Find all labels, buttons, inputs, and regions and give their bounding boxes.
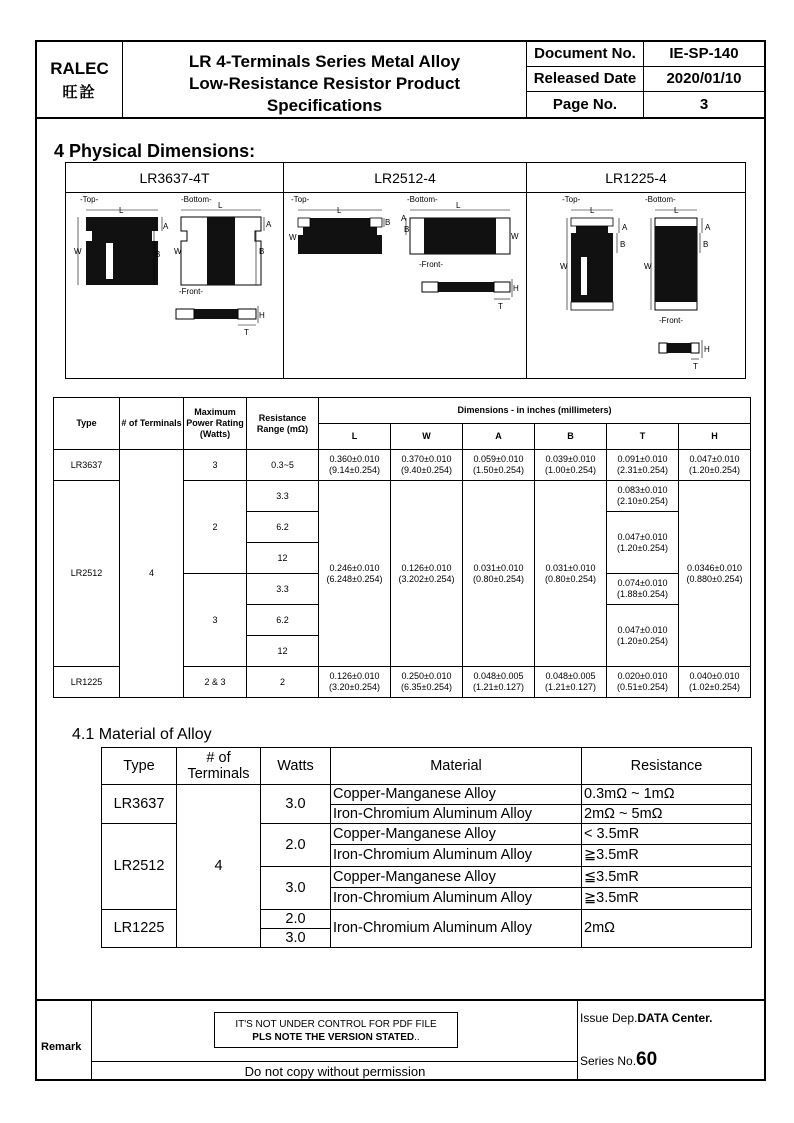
meta-value: IE-SP-140 [669, 45, 739, 62]
lr2512-drawing [284, 193, 527, 377]
inch-value: 0.039±0.010 [545, 454, 596, 464]
dim-a-cell [463, 450, 535, 481]
remark-label: Remark [41, 1041, 82, 1053]
document-meta [527, 42, 764, 119]
header-type: Type [54, 398, 120, 450]
series-number [580, 1049, 657, 1071]
resistance-cell: 12 [247, 543, 319, 574]
header-a: A [463, 424, 535, 450]
dim-label: L [674, 206, 679, 215]
header-resistance: Resistance [582, 748, 752, 785]
dim-label: T [244, 328, 249, 337]
material-cell: Copper-Manganese Alloy [331, 867, 582, 888]
type-cell: LR2512 [102, 824, 177, 910]
view-label: -Top- [80, 195, 99, 204]
material-cell: Iron-Chromium Aluminum Alloy [331, 910, 582, 948]
mm-value: (6.35±0.254) [401, 682, 452, 692]
bottom-view [651, 210, 702, 310]
dimension-drawings [65, 162, 746, 379]
material-cell: Iron-Chromium Aluminum Alloy [331, 888, 582, 910]
dim-label: A [401, 214, 407, 223]
type-cell: LR1225 [54, 667, 120, 698]
pdf-control-notice [214, 1012, 458, 1048]
dim-label: B [259, 247, 265, 256]
dim-label: W [511, 232, 519, 241]
resistance-cell: ≧3.5mR [582, 845, 752, 867]
power-cell: 3 [184, 450, 247, 481]
header-type: Type [102, 748, 177, 785]
mm-value: (2.10±0.254) [617, 496, 668, 506]
power-cell: 2 & 3 [184, 667, 247, 698]
view-label: -Top- [291, 195, 310, 204]
dim-label: A [266, 220, 272, 229]
inch-value: 0.126±0.010 [329, 671, 380, 681]
document-header [37, 42, 764, 119]
front-view [659, 340, 702, 359]
header-h: H [679, 424, 751, 450]
inch-value: 0.031±0.010 [545, 562, 596, 573]
meta-value: 3 [699, 96, 709, 113]
material-cell: Iron-Chromium Aluminum Alloy [331, 845, 582, 867]
dim-h-cell [679, 667, 751, 698]
drawing-model-label: LR2512-4 [284, 163, 526, 193]
dim-label: B [703, 240, 709, 249]
dim-label: H [704, 345, 710, 354]
mm-value: (1.02±0.254) [689, 682, 740, 692]
meta-label: Released Date [527, 67, 644, 92]
notice-line: IT'S NOT UNDER CONTROL FOR PDF FILE [235, 1019, 437, 1030]
inch-value: 0.126±0.010 [401, 562, 452, 573]
resistance-cell: 2mΩ [582, 910, 752, 948]
dim-l-cell [319, 481, 391, 667]
inch-value: 0.048±0.005 [545, 671, 596, 681]
dim-label: A [163, 222, 169, 231]
view-label: -Front- [179, 287, 203, 296]
type-cell: LR2512 [54, 481, 120, 667]
resistance-cell: 12 [247, 636, 319, 667]
resistance-cell: 2 [247, 667, 319, 698]
inch-value: 0.083±0.010 [617, 485, 668, 495]
drawing-lr2512 [284, 163, 527, 378]
logo-text: RALEC [50, 59, 109, 78]
dim-label: B [404, 225, 410, 234]
resistance-cell: ≦3.5mR [582, 867, 752, 888]
view-label: -Front- [659, 316, 683, 325]
dim-t-cell [607, 450, 679, 481]
drawing-lr1225 [527, 163, 745, 378]
header-power: Maximum Power Rating (Watts) [184, 398, 247, 450]
lr1225-drawing [527, 193, 745, 377]
watts-cell: 3.0 [261, 929, 331, 948]
resistance-cell: 0.3mΩ ~ 1mΩ [582, 785, 752, 805]
footer-info [578, 1001, 764, 1081]
document-title [123, 42, 527, 119]
resistance-cell: < 3.5mR [582, 824, 752, 845]
meta-page-no [527, 92, 764, 119]
type-cell: LR1225 [102, 910, 177, 948]
mm-value: (0.80±0.254) [545, 573, 596, 584]
dim-t-cell [607, 481, 679, 512]
mm-value: (1.20±0.254) [689, 465, 740, 475]
section-title: 4 Physical Dimensions: [54, 141, 256, 161]
header-material: Material [331, 748, 582, 785]
meta-label: Document No. [527, 42, 644, 67]
notice-line [215, 1031, 457, 1044]
notice-suffix: .. [414, 1032, 420, 1043]
dim-label: A [622, 223, 628, 232]
header-text: # of [206, 750, 231, 766]
dim-t-cell [607, 605, 679, 667]
top-view [567, 210, 619, 310]
dim-label: W [174, 247, 182, 256]
resistance-cell: 6.2 [247, 605, 319, 636]
issue-label: Issue Dep. [580, 1011, 638, 1025]
dim-label: W [644, 262, 652, 271]
dim-a-cell [463, 481, 535, 667]
dim-label: H [259, 311, 265, 320]
material-cell: Copper-Manganese Alloy [331, 824, 582, 845]
resistance-cell: 6.2 [247, 512, 319, 543]
view-label: -Top- [562, 195, 581, 204]
inch-value: 0.360±0.010 [329, 454, 380, 464]
dim-label: W [560, 262, 568, 271]
view-label: -Front- [419, 260, 443, 269]
table-row [54, 450, 751, 481]
dim-label: A [705, 223, 711, 232]
meta-released-date [527, 67, 764, 92]
mm-value: (9.40±0.254) [401, 465, 452, 475]
mm-value: (1.21±0.127) [473, 682, 524, 692]
terminals-cell: 4 [120, 450, 184, 698]
inch-value: 0.031±0.010 [473, 562, 524, 573]
dim-b-cell [535, 481, 607, 667]
issue-value: DATA Center. [637, 1011, 713, 1025]
bottom-view [406, 210, 510, 254]
mm-value: (9.14±0.254) [329, 465, 380, 475]
terminals-cell: 4 [177, 785, 261, 948]
dim-l-cell [319, 667, 391, 698]
page-frame [35, 40, 766, 1081]
inch-value: 0.059±0.010 [473, 454, 524, 464]
view-label: -Bottom- [407, 195, 438, 204]
inch-value: 0.0346±0.010 [687, 562, 742, 573]
header-l: L [319, 424, 391, 450]
dim-label: W [289, 233, 297, 242]
inch-value: 0.047±0.010 [689, 454, 740, 464]
title-line: Specifications [266, 96, 383, 115]
watts-cell: 3.0 [261, 867, 331, 910]
remark-cell [37, 1001, 92, 1081]
power-cell: 2 [184, 481, 247, 574]
mm-value: (1.00±0.254) [545, 465, 596, 475]
mm-value: (0.880±0.254) [686, 573, 743, 584]
material-cell: Copper-Manganese Alloy [331, 785, 582, 805]
material-section-title: 4.1 Material of Alloy [72, 726, 212, 743]
inch-value: 0.020±0.010 [617, 671, 668, 681]
mm-value: (6.248±0.254) [326, 573, 383, 584]
header-text: Terminals [187, 766, 250, 782]
resistance-cell: 2mΩ ~ 5mΩ [582, 805, 752, 824]
inch-value: 0.048±0.005 [473, 671, 524, 681]
resistance-cell: 0.3~5 [247, 450, 319, 481]
dim-label: B [385, 218, 391, 227]
resistance-cell: 3.3 [247, 481, 319, 512]
dim-label: L [456, 201, 461, 210]
dim-w-cell [391, 450, 463, 481]
lr3637-drawing [66, 193, 284, 377]
inch-value: 0.246±0.010 [329, 562, 380, 573]
issue-department [580, 1011, 713, 1025]
view-label: -Bottom- [645, 195, 676, 204]
header-watts: Watts [261, 748, 331, 785]
watts-cell: 2.0 [261, 910, 331, 929]
mm-value: (1.20±0.254) [617, 542, 668, 553]
mm-value: (0.51±0.254) [617, 682, 668, 692]
header-b: B [535, 424, 607, 450]
dim-w-cell [391, 667, 463, 698]
mm-value: (1.20±0.254) [617, 635, 668, 646]
notice-bold-text: PLS NOTE THE VERSION STATED [252, 1032, 415, 1043]
inch-value: 0.250±0.010 [401, 671, 452, 681]
drawing-model-label: LR3637-4T [66, 163, 283, 193]
inch-value: 0.047±0.010 [617, 624, 668, 635]
dim-label: B [155, 250, 161, 259]
front-view [422, 279, 512, 299]
header-t: T [607, 424, 679, 450]
dim-label: L [590, 206, 595, 215]
dim-label: L [337, 206, 342, 215]
header-dimensions: Dimensions - in inches (millimeters) [319, 398, 751, 424]
mm-value: (1.88±0.254) [617, 589, 668, 599]
dim-label: T [498, 302, 503, 311]
mm-value: (3.202±0.254) [398, 573, 455, 584]
title-line: Low-Resistance Resistor Product [188, 74, 461, 93]
mm-value: (2.31±0.254) [617, 465, 668, 475]
mm-value: (0.80±0.254) [473, 573, 524, 584]
meta-label: Page No. [527, 92, 644, 119]
header-terminals: # of Terminals [120, 398, 184, 450]
resistance-cell: 3.3 [247, 574, 319, 605]
material-table [101, 747, 752, 948]
title-line: LR 4-Terminals Series Metal Alloy [188, 52, 461, 71]
dim-l-cell [319, 450, 391, 481]
dim-a-cell [463, 667, 535, 698]
dimensions-table [53, 397, 751, 698]
footer-notice-area [92, 1001, 578, 1081]
inch-value: 0.040±0.010 [689, 671, 740, 681]
dim-t-cell [607, 574, 679, 605]
inch-value: 0.370±0.010 [401, 454, 452, 464]
dim-label: T [693, 362, 698, 371]
drawing-model-label: LR1225-4 [527, 163, 745, 193]
view-label: -Bottom- [181, 195, 212, 204]
watts-cell: 3.0 [261, 785, 331, 824]
dim-b-cell [535, 450, 607, 481]
type-cell: LR3637 [102, 785, 177, 824]
series-label: Series No. [580, 1054, 637, 1068]
inch-value: 0.074±0.010 [617, 578, 668, 588]
dim-h-cell [679, 481, 751, 667]
power-cell: 3 [184, 574, 247, 667]
document-footer [37, 999, 764, 1079]
dim-label: L [119, 206, 124, 215]
resistance-cell: ≧3.5mR [582, 888, 752, 910]
dim-label: W [74, 247, 82, 256]
top-view [298, 210, 384, 254]
dim-t-cell [607, 667, 679, 698]
dim-label: B [620, 240, 626, 249]
watts-cell: 2.0 [261, 824, 331, 867]
front-view [176, 306, 258, 325]
inch-value: 0.047±0.010 [617, 531, 668, 542]
mm-value: (3.20±0.254) [329, 682, 380, 692]
logo-chinese-text: 旺詮 [62, 83, 97, 101]
mm-value: (1.21±0.127) [545, 682, 596, 692]
table-row [102, 785, 752, 805]
mm-value: (1.50±0.254) [473, 465, 524, 475]
dim-t-cell [607, 512, 679, 574]
copy-warning: Do not copy without permission [92, 1061, 578, 1081]
company-logo [37, 42, 123, 119]
header-w: W [391, 424, 463, 450]
dim-label: H [513, 284, 519, 293]
meta-document-no [527, 42, 764, 67]
top-view [78, 210, 162, 285]
header-terminals [177, 748, 261, 785]
header-resistance: Resistance Range (mΩ) [247, 398, 319, 450]
drawing-lr3637 [66, 163, 284, 378]
meta-value: 2020/01/10 [666, 70, 742, 87]
dim-w-cell [391, 481, 463, 667]
inch-value: 0.091±0.010 [617, 454, 668, 464]
dim-h-cell [679, 450, 751, 481]
series-value: 60 [636, 1049, 658, 1070]
dim-b-cell [535, 667, 607, 698]
type-cell: LR3637 [54, 450, 120, 481]
material-cell: Iron-Chromium Aluminum Alloy [331, 805, 582, 824]
dim-label: L [218, 201, 223, 210]
bottom-view [181, 210, 264, 285]
